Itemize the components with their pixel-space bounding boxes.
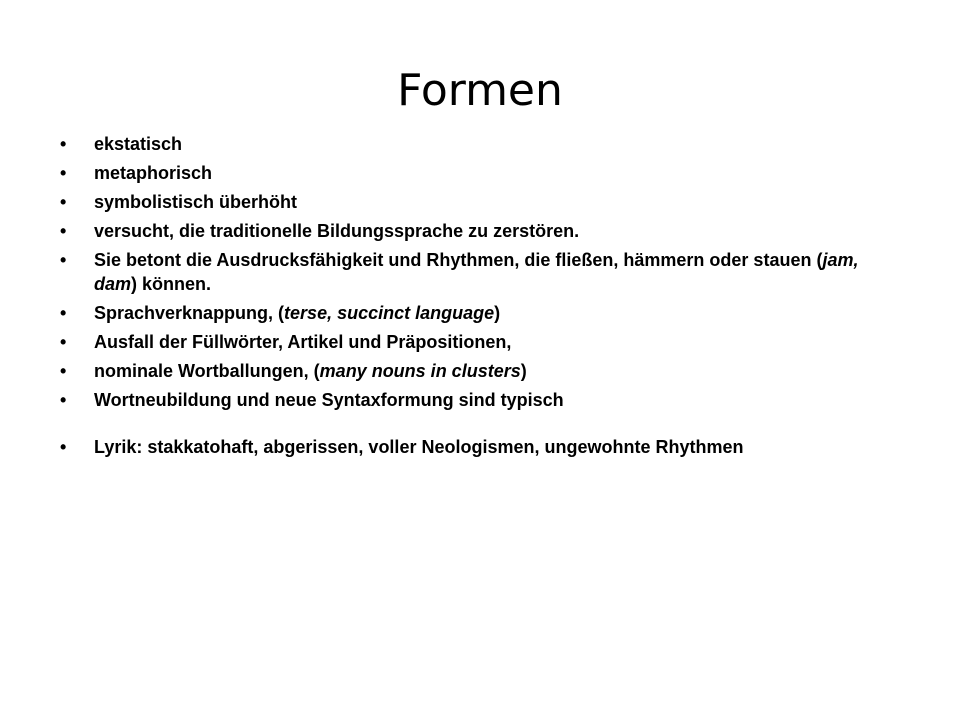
bullet-text-segment: nominale Wortballungen, ( — [94, 361, 320, 381]
slide-title: Formen — [397, 65, 563, 116]
bullet-item — [60, 330, 900, 354]
bullet-item — [60, 435, 900, 459]
bullet-text — [94, 332, 511, 352]
bullet-dot-icon: • — [60, 250, 67, 270]
bullet-text-segment: symbolistisch überhöht — [94, 192, 298, 212]
bullet-list — [60, 132, 900, 464]
bullet-dot-icon: • — [60, 221, 67, 241]
bullet-dot-icon: • — [60, 437, 67, 457]
bullet-dot-icon: • — [60, 303, 67, 323]
bullet-item — [60, 248, 900, 296]
bullet-text-segment: ) — [520, 361, 527, 381]
bullet-item — [60, 359, 900, 383]
bullet-text — [94, 221, 579, 241]
bullet-text-segment: Sprachverknappung, ( — [94, 303, 285, 323]
bullet-text — [94, 303, 500, 323]
bullet-text — [94, 192, 297, 212]
bullet-item — [60, 388, 900, 412]
bullet-text-segment: Sie betont die Ausdrucksfähigkeit und Rhythmen, die fließen, hämmern oder stauen ( — [94, 250, 823, 270]
bullet-text-segment: ) können. — [131, 274, 212, 294]
bullet-text-segment: ) — [494, 303, 501, 323]
bullet-text — [94, 134, 182, 154]
bullet-dot-icon: • — [60, 361, 67, 381]
bullet-text-segment: ekstatisch — [94, 134, 183, 154]
bullet-dot-icon: • — [60, 192, 67, 212]
bullet-text-segment: Wortneubildung und neue Syntaxformung sind typisch — [94, 390, 564, 410]
bullet-text-segment: Lyrik: stakkatohaft, abgerissen, voller Neologismen, ungewohnte Rhythmen — [94, 437, 744, 457]
bullet-dot-icon: • — [60, 163, 67, 183]
bullet-text — [94, 361, 527, 381]
bullet-text — [94, 250, 858, 294]
bullet-text-italic: jam, dam — [94, 250, 859, 294]
bullet-dot-icon: • — [60, 332, 67, 352]
bullet-text — [94, 163, 212, 183]
bullet-text-segment: versucht, die traditionelle Bildungssprache zu zerstören. — [94, 221, 580, 241]
bullet-item — [60, 190, 900, 214]
bullet-text — [94, 390, 564, 410]
bullet-item — [60, 301, 900, 325]
bullet-item — [60, 161, 900, 185]
bullet-text-italic: terse, succinct language — [284, 303, 495, 323]
bullet-item — [60, 132, 900, 156]
bullet-dot-icon: • — [60, 390, 67, 410]
bullet-text-italic: many nouns in clusters — [319, 361, 521, 381]
bullet-text-segment: Ausfall der Füllwörter, Artikel und Präpositionen, — [94, 332, 512, 352]
bullet-dot-icon: • — [60, 134, 67, 154]
bullet-text-segment: metaphorisch — [94, 163, 213, 183]
bullet-item — [60, 219, 900, 243]
bullet-text — [94, 437, 743, 457]
